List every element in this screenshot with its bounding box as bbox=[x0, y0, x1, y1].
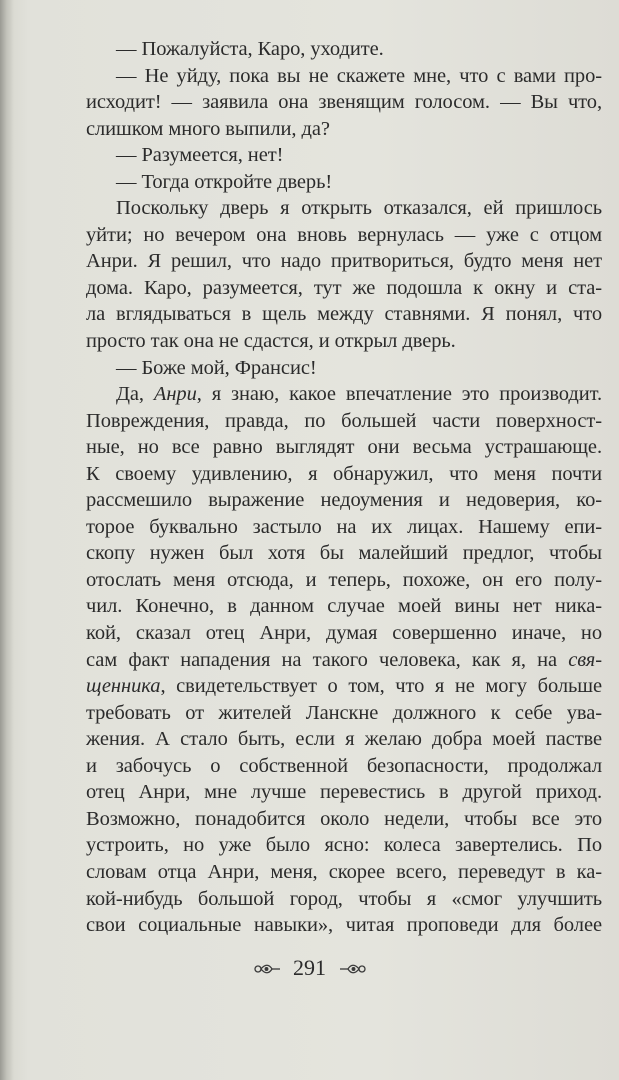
text-line: Возможно, понадобится около недели, чтобы все это bbox=[86, 807, 602, 830]
text-run: Да, bbox=[116, 383, 154, 406]
text-line: Поскольку дверь я открыть отказался, ей пришлось bbox=[116, 197, 602, 220]
page-footer bbox=[0, 955, 619, 981]
text-line: скопу нужен был хотя бы малейший предлог, чтобы bbox=[86, 542, 602, 565]
flourish-ornament-icon bbox=[338, 961, 368, 977]
text-line: отец Анри, мне лучше перевестись в другой приход. bbox=[86, 781, 602, 804]
text-line: ные, но все равно выглядят они весьма устрашающе. bbox=[86, 436, 602, 459]
text-line bbox=[86, 647, 602, 674]
italic-text-run: Анри bbox=[153, 383, 197, 406]
body-text bbox=[86, 36, 602, 939]
page-number: 291 bbox=[293, 955, 326, 980]
text-run: сам факт нападения на такого человека, как я, на bbox=[86, 648, 569, 671]
text-line: требовать от жителей Ланскне должного к себе ува- bbox=[86, 701, 602, 724]
text-line: — Разумеется, нет! bbox=[116, 144, 284, 167]
text-line: К своему удивлению, я обнаружил, что меня почти bbox=[86, 462, 602, 485]
text-line: чил. Конечно, в данном случае моей вины нет ника- bbox=[86, 595, 602, 618]
text-line: рассмешило выражение недоумения и недоверия, ко- bbox=[86, 489, 602, 512]
text-line: слишком много выпили, да? bbox=[86, 117, 330, 140]
book-spine-shadow bbox=[0, 0, 14, 1080]
text-line: исходит! — заявила она звенящим голосом. — Вы что, bbox=[86, 91, 602, 114]
italic-text-run: щенника bbox=[86, 675, 161, 698]
text-line: Повреждения, правда, по большей части поверхност- bbox=[86, 409, 602, 432]
text-line: дома. Каро, разумеется, тут же подошла к окну и ста- bbox=[86, 276, 602, 299]
text-line: отослать меня отсюда, и теперь, похоже, он его полу- bbox=[86, 568, 602, 591]
text-line: свои социальные навыки», читая проповеди для более bbox=[86, 914, 602, 937]
text-run: , я знаю, какое впечатление это производит. bbox=[196, 383, 602, 406]
text-line: кой-нибудь большой город, чтобы я «смог улучшить bbox=[86, 887, 602, 910]
text-line: — Боже мой, Франсис! bbox=[116, 356, 317, 379]
text-line bbox=[86, 381, 602, 408]
text-line: и забочусь о собственной безопасности, продолжал bbox=[86, 754, 602, 777]
text-line: торое буквально застыло на их лицах. Нашему епи- bbox=[86, 515, 602, 538]
italic-text-run: свя- bbox=[568, 648, 602, 671]
text-line: кой, сказал отец Анри, думая совершенно иначе, но bbox=[86, 622, 602, 645]
flourish-ornament-icon bbox=[252, 961, 282, 977]
text-run: , свидетельствует о том, что я не могу больше bbox=[160, 675, 602, 698]
text-line bbox=[86, 673, 602, 700]
text-line: ла вглядываться в щель между ставнями. Я понял, что bbox=[86, 303, 602, 326]
text-line: — Пожалуйста, Каро, уходите. bbox=[116, 38, 384, 60]
text-line: — Тогда откройте дверь! bbox=[116, 170, 333, 193]
text-line: словам отца Анри, меня, скорее всего, переведут в ка- bbox=[86, 860, 602, 883]
text-line: Анри. Я решил, что надо притвориться, будто меня нет bbox=[86, 250, 602, 273]
text-line: просто так она не сдастся, и открыл дверь. bbox=[86, 330, 456, 353]
text-line: жения. А стало быть, если я желаю добра моей пастве bbox=[86, 728, 602, 751]
text-line: устроить, но уже было ясно: колеса завертелись. По bbox=[86, 834, 602, 857]
text-line: уйти; но вечером она вновь вернулась — уже с отцом bbox=[86, 223, 602, 246]
text-line: — Не уйду, пока вы не скажете мне, что с вами про- bbox=[116, 64, 602, 87]
